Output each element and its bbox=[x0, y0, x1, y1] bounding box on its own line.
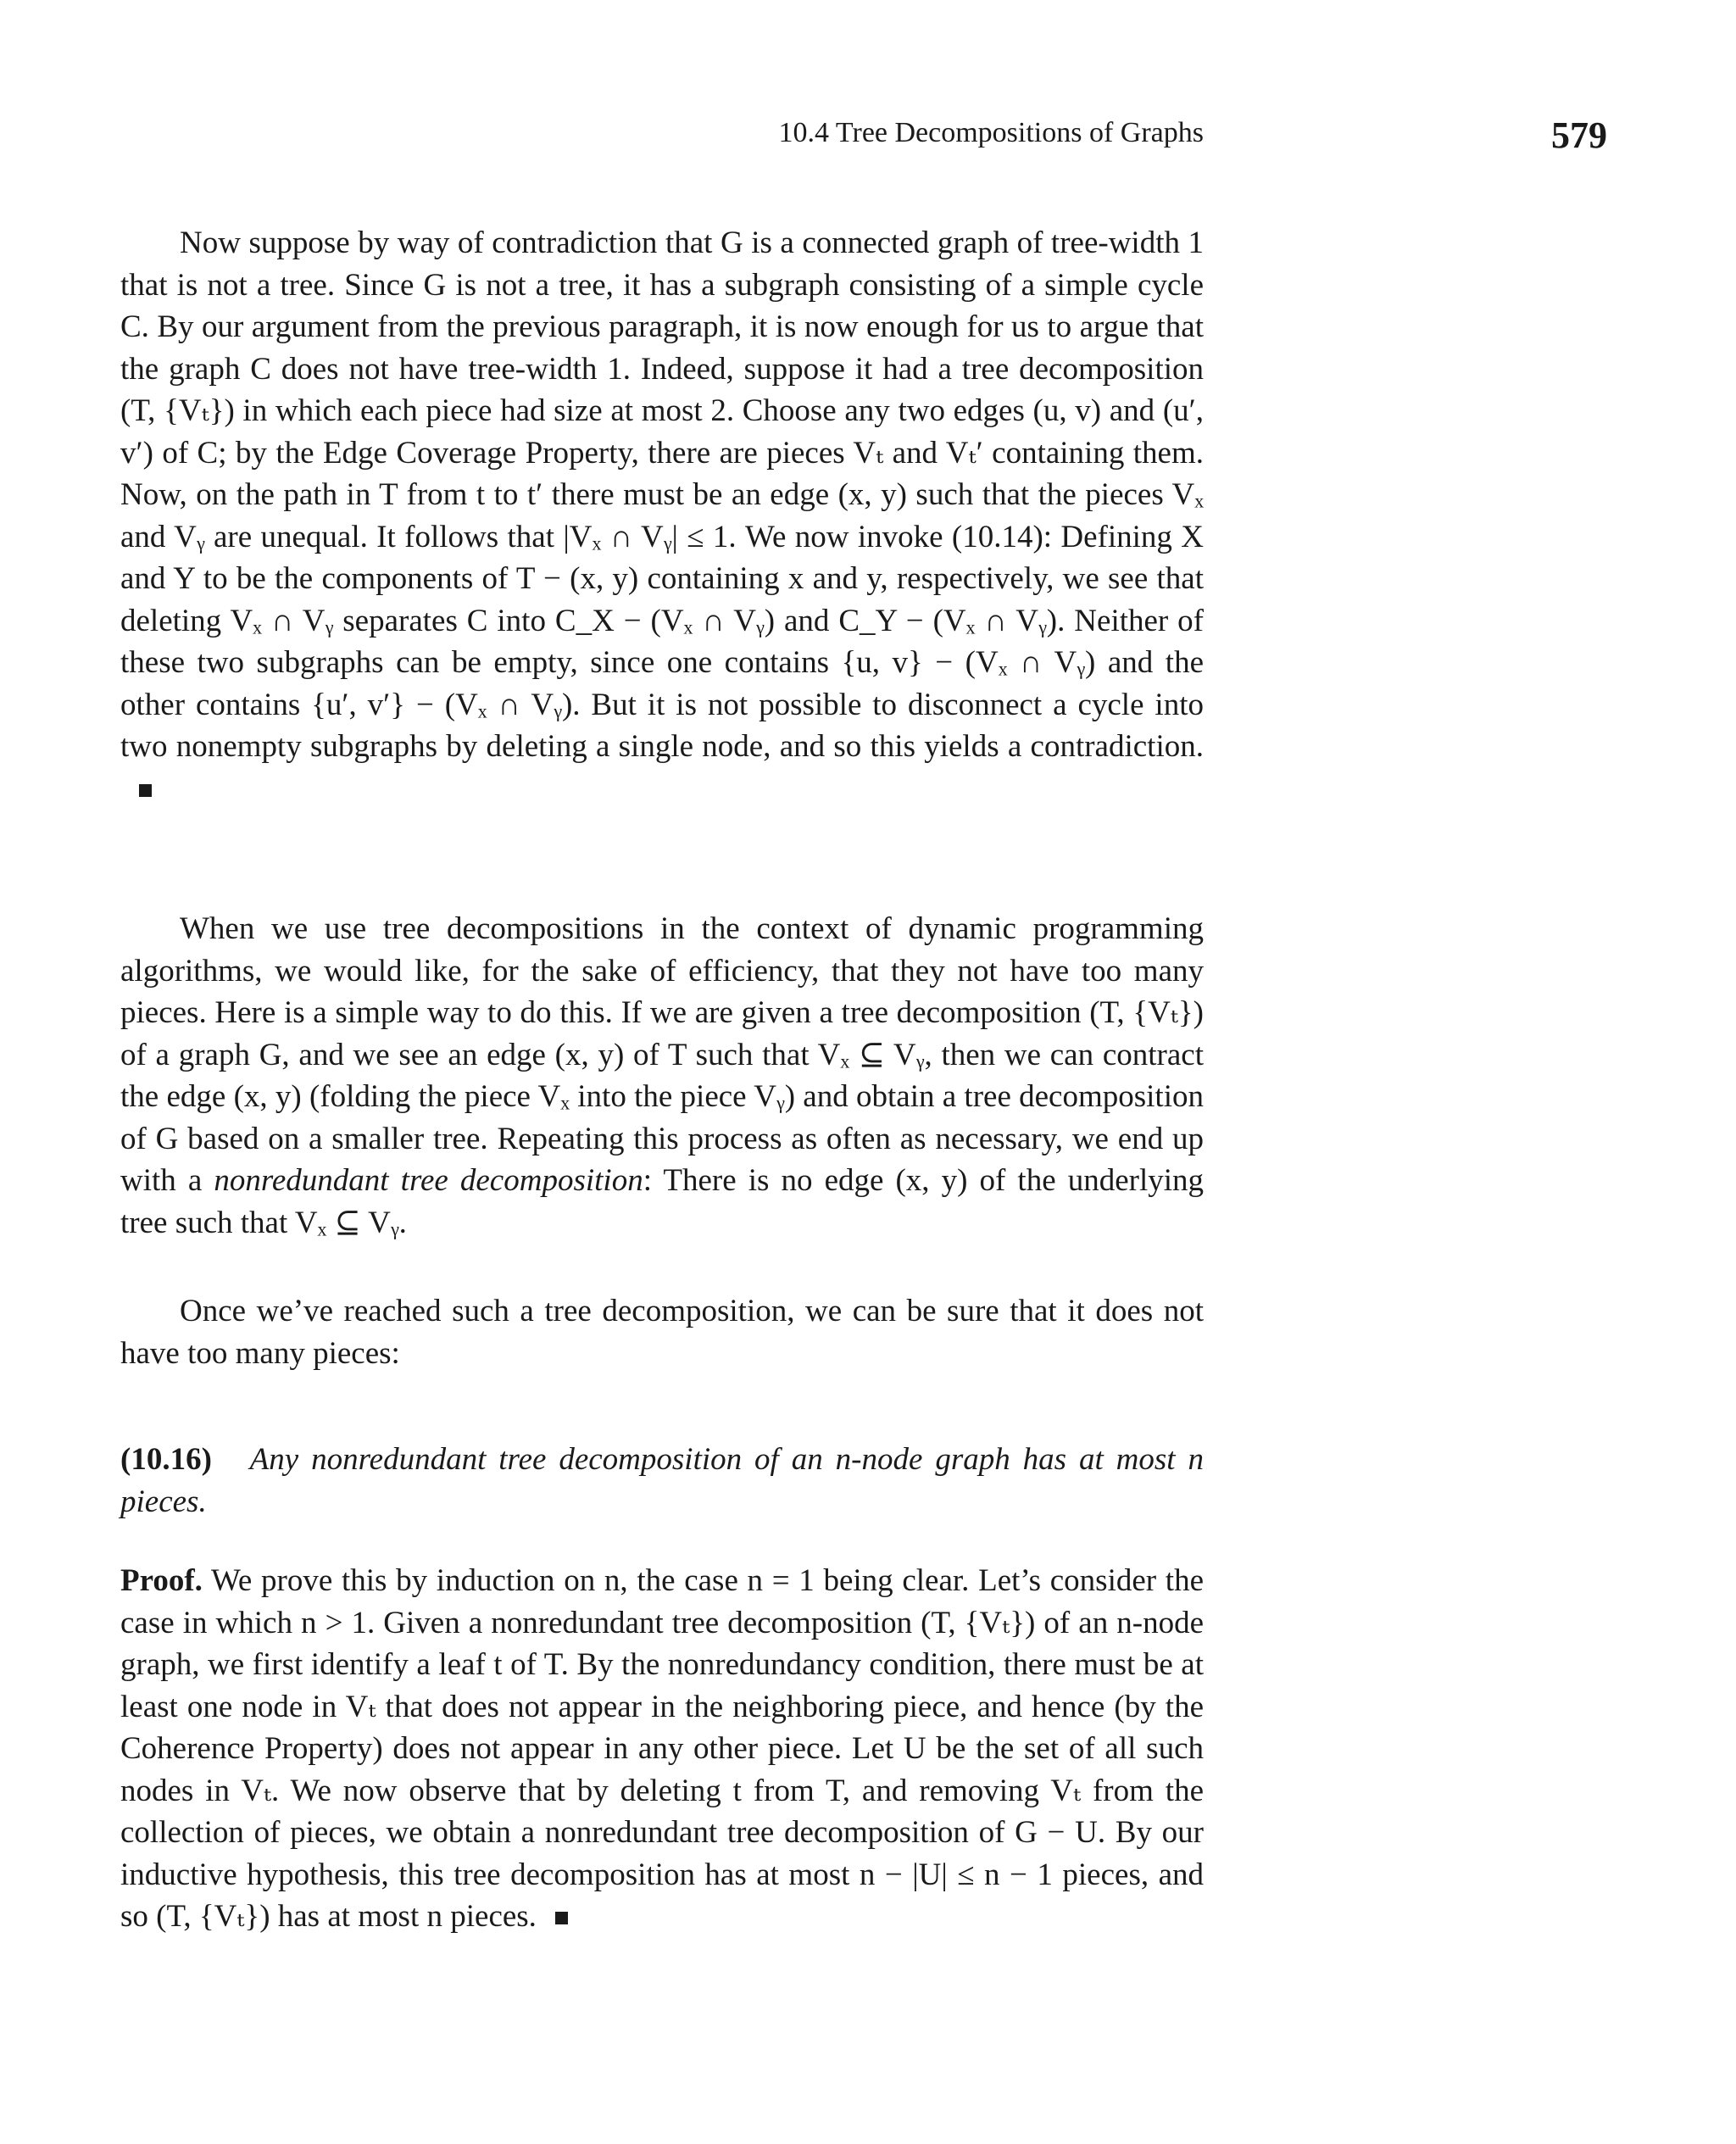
theorem-statement bbox=[120, 1439, 1204, 1523]
paragraph-text: When we use tree decompositions in the context of dynamic programming algorithms, we would like, for the sake of efficiency, that they not have too many pieces. Here is a simple way to do this. If we are given a tree decomposition (T, {Vₜ}) of a graph G, and we see an edge (x, y) of T such that Vₓ ⊆ Vᵧ, then we can contract the edge (x, y) (folding the piece Vₓ into the piece Vᵧ) and obtain a tree decomposition of G based on a smaller tree. Repeating this process as often as necessary, we end up with a bbox=[120, 911, 1204, 1198]
proof-text: We prove this by induction on n, the case n = 1 being clear. Let’s consider the case in which n > 1. Given a nonredundant tree decomposition (T, {Vₜ}) of an n-node graph, we first identify a leaf t of T. By the nonredundancy condition, there must be at least one node in Vₜ that does not appear in the neighboring piece, and hence (by the Coherence Property) does not appear in any other piece. Let U be the set of all such nodes in Vₜ. We now observe that by deleting t from T, and removing Vₜ from the collection of pieces, we obtain a nonredundant tree decomposition of G − U. By our inductive hypothesis, this tree decomposition has at most n − |U| ≤ n − 1 pieces, and so (T, {Vₜ}) has at most n pieces. bbox=[120, 1563, 1204, 1934]
statement-text: Any nonredundant tree decomposition of an n-node graph has at most n pieces. bbox=[120, 1442, 1204, 1519]
paragraph-contradiction-proof bbox=[120, 222, 1204, 810]
statement-label: (10.16) bbox=[120, 1442, 212, 1477]
proof-label: Proof. bbox=[120, 1563, 203, 1598]
paragraph-text: Once we’ve reached such a tree decomposition, we can be sure that it does not have too many pieces: bbox=[120, 1294, 1204, 1371]
paragraph-text: : There is no edge (x, y) of the underlying tree such that Vₓ ⊆ Vᵧ. bbox=[120, 1163, 1205, 1240]
page-number: 579 bbox=[1551, 114, 1607, 156]
running-header: 10.4 Tree Decompositions of Graphs bbox=[778, 117, 1204, 148]
paragraph-text: Now suppose by way of contradiction that G is a connected graph of tree-width 1 that is not a tree. Since G is not a tree, it has a subgraph consisting of a simple cycle C. By our argument from the previous paragraph, it is now enough for us to argue that the graph C does not have tree-width 1. Indeed, suppose it had a tree decomposition (T, {Vₜ}) in which each piece had size at most 2. Choose any two edges (u, v) and (u′, v′) of C; by the Edge Coverage Property, there are pieces Vₜ and Vₜ′ containing them. Now, on the path in T from t to t′ there must be an edge (x, y) such that the pieces Vₓ and Vᵧ are unequal. It follows that |Vₓ ∩ Vᵧ| ≤ 1. We now invoke (10.14): Defining X and Y to be the components of T − (x, y) containing x and y, respectively, we see that deleting Vₓ ∩ Vᵧ separates C into C_X − (Vₓ ∩ Vᵧ) and C_Y − (Vₓ ∩ Vᵧ). Neither of these two subgraphs can be empty, since one contains {u, v} − (Vₓ ∩ Vᵧ) and the other contains {u′, v′} − (Vₓ ∩ Vᵧ). But it is not possible to disconnect a cycle into two nonempty subgraphs by deleting a single node, and so this yields a contradiction. bbox=[120, 226, 1204, 764]
proof-block bbox=[120, 1560, 1204, 1938]
emphasized-term: nonredundant tree decomposition bbox=[214, 1163, 643, 1198]
qed-icon bbox=[139, 784, 152, 797]
qed-icon bbox=[555, 1912, 568, 1924]
paragraph-nonredundant bbox=[120, 908, 1204, 1244]
paragraph-transition bbox=[120, 1290, 1204, 1374]
